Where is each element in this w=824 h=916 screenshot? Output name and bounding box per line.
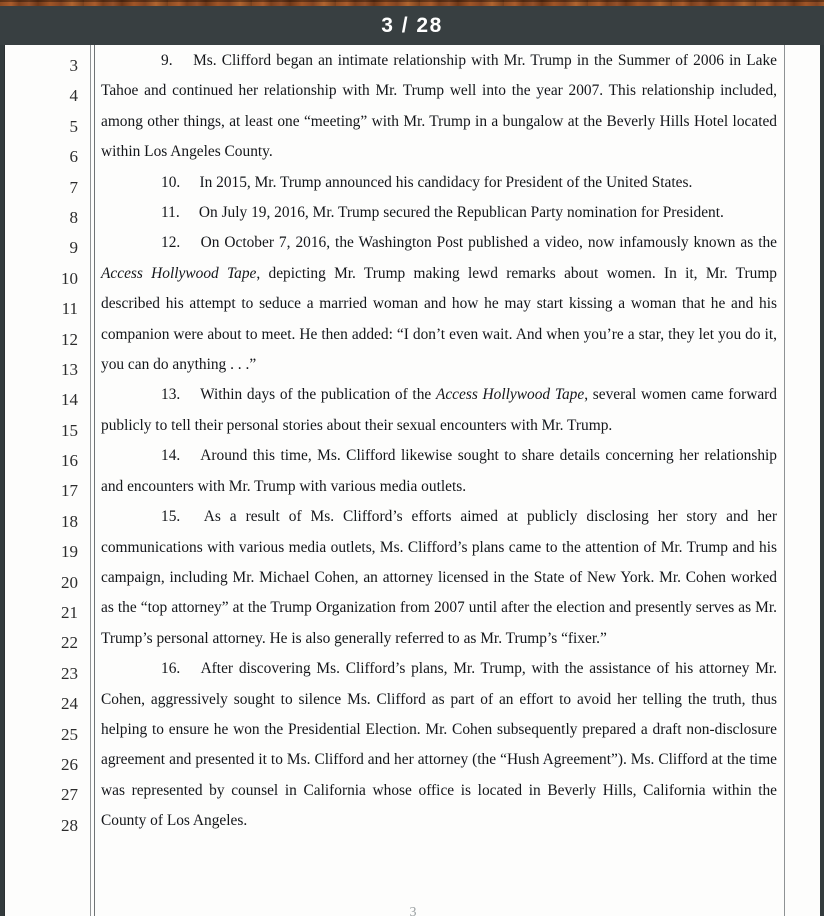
paragraph-text: 13. Within days of the publication of the	[161, 386, 436, 404]
paragraph-text: 16. After discovering Ms. Clifford’s plans, Mr. Trump, with the assistance of his attorney Mr. Cohen, aggressively sought to silence Ms. Clifford as part of an effort to avoid her telling the truth, thus helping to ensure he won the Presidential Election. Mr. Cohen subsequently prepared a draft non-disclosure agreement and presented it to Ms. Clifford and her attorney (the “Hush Agreement”). Ms. Clifford at the time was represented by counsel in California whose office is located in Beverly Hills, California within the County of Los Angeles.	[101, 660, 777, 830]
line-number: 23	[61, 663, 78, 683]
line-number: 17	[61, 481, 78, 501]
pleading-rule-right	[784, 45, 785, 916]
line-number: 27	[61, 785, 78, 805]
line-number: 21	[61, 603, 78, 623]
pleading-rule-left-outer	[90, 45, 91, 916]
line-number: 26	[61, 754, 78, 774]
document-body-text	[101, 45, 777, 916]
line-number: 28	[61, 815, 78, 835]
paragraph-text: 10. In 2015, Mr. Trump announced his candidacy for President of the United States.	[161, 173, 693, 191]
line-number: 24	[61, 694, 78, 714]
document-paragraph	[101, 441, 777, 502]
paragraph-text-continued: , several women came forward publicly to tell their personal stories about their sexual encounters with Mr. Trump.	[101, 386, 777, 434]
document-paragraph	[101, 198, 777, 228]
document-paragraph	[101, 654, 777, 836]
line-number: 4	[69, 86, 78, 106]
document-paragraph	[101, 228, 777, 380]
italic-title: Access Hollywood Tape	[435, 386, 585, 404]
pleading-rule-left-inner	[94, 45, 95, 916]
page-footer-number: 3	[409, 905, 417, 916]
line-number: 11	[61, 299, 78, 319]
page-indicator[interactable]: 3 / 28	[381, 13, 443, 37]
italic-title: Access Hollywood Tape	[101, 264, 257, 282]
line-number: 16	[61, 451, 78, 471]
line-number: 3	[69, 56, 78, 75]
document-page	[4, 45, 820, 916]
document-paragraph	[101, 380, 777, 441]
paragraph-text-continued: , depicting Mr. Trump making lewd remarks about women. In it, Mr. Trump described his attempt to seduce a married woman and how he may start kissing a woman that he and his companion were about to meet. He then added: “I don’t even wait. And when you’re a star, they let you do it, you can do anything . . .”	[101, 264, 777, 374]
line-number: 9	[69, 238, 78, 258]
paragraph-text: 14. Around this time, Ms. Clifford likewise sought to share details concerning her relationship and encounters with Mr. Trump with various media outlets.	[101, 447, 777, 495]
line-number: 19	[61, 542, 78, 562]
document-paragraph	[101, 502, 777, 654]
line-number: 20	[61, 572, 78, 592]
line-number: 7	[69, 177, 78, 197]
page-scroll-area[interactable]	[0, 45, 824, 916]
line-number: 14	[61, 390, 78, 410]
document-paragraph	[101, 46, 777, 168]
document-paragraph	[101, 168, 777, 198]
line-number: 10	[61, 268, 78, 288]
paragraph-text: 15. As a result of Ms. Clifford’s efforts aimed at publicly disclosing her story and her communications with various media outlets, Ms. Clifford’s plans came to the attention of Mr. Trump and his campaign, including Mr. Michael Cohen, an attorney licensed in the State of New York. Mr. Cohen worked as the “top attorney” at the Trump Organization from 2007 until after the election and presently serves as Mr. Trump’s personal attorney. He is also generally referred to as Mr. Trump’s “fixer.”	[101, 508, 777, 647]
viewer-toolbar	[0, 6, 824, 45]
paragraph-text: 12. On October 7, 2016, the Washington Post published a video, now infamously known as the	[161, 234, 777, 252]
line-number-gutter	[5, 45, 84, 916]
line-number: 25	[61, 724, 78, 744]
line-number: 15	[61, 420, 78, 440]
paragraph-text: 11. On July 19, 2016, Mr. Trump secured the Republican Party nomination for President.	[161, 204, 724, 222]
line-number: 6	[69, 147, 78, 167]
line-number: 5	[69, 116, 78, 136]
line-number: 12	[61, 329, 78, 349]
paragraph-text: 9. Ms. Clifford began an intimate relationship with Mr. Trump in the Summer of 2006 in Lake Tahoe and continued her relationship with Mr. Trump well into the year 2007. This relationship included, among other things, at least one “meeting” with Mr. Trump in a bungalow at the Beverly Hills Hotel located within Los Angeles County.	[101, 52, 777, 161]
line-number: 22	[61, 633, 78, 653]
line-number: 18	[61, 511, 78, 531]
line-number: 13	[61, 359, 78, 379]
line-number: 8	[69, 207, 78, 227]
